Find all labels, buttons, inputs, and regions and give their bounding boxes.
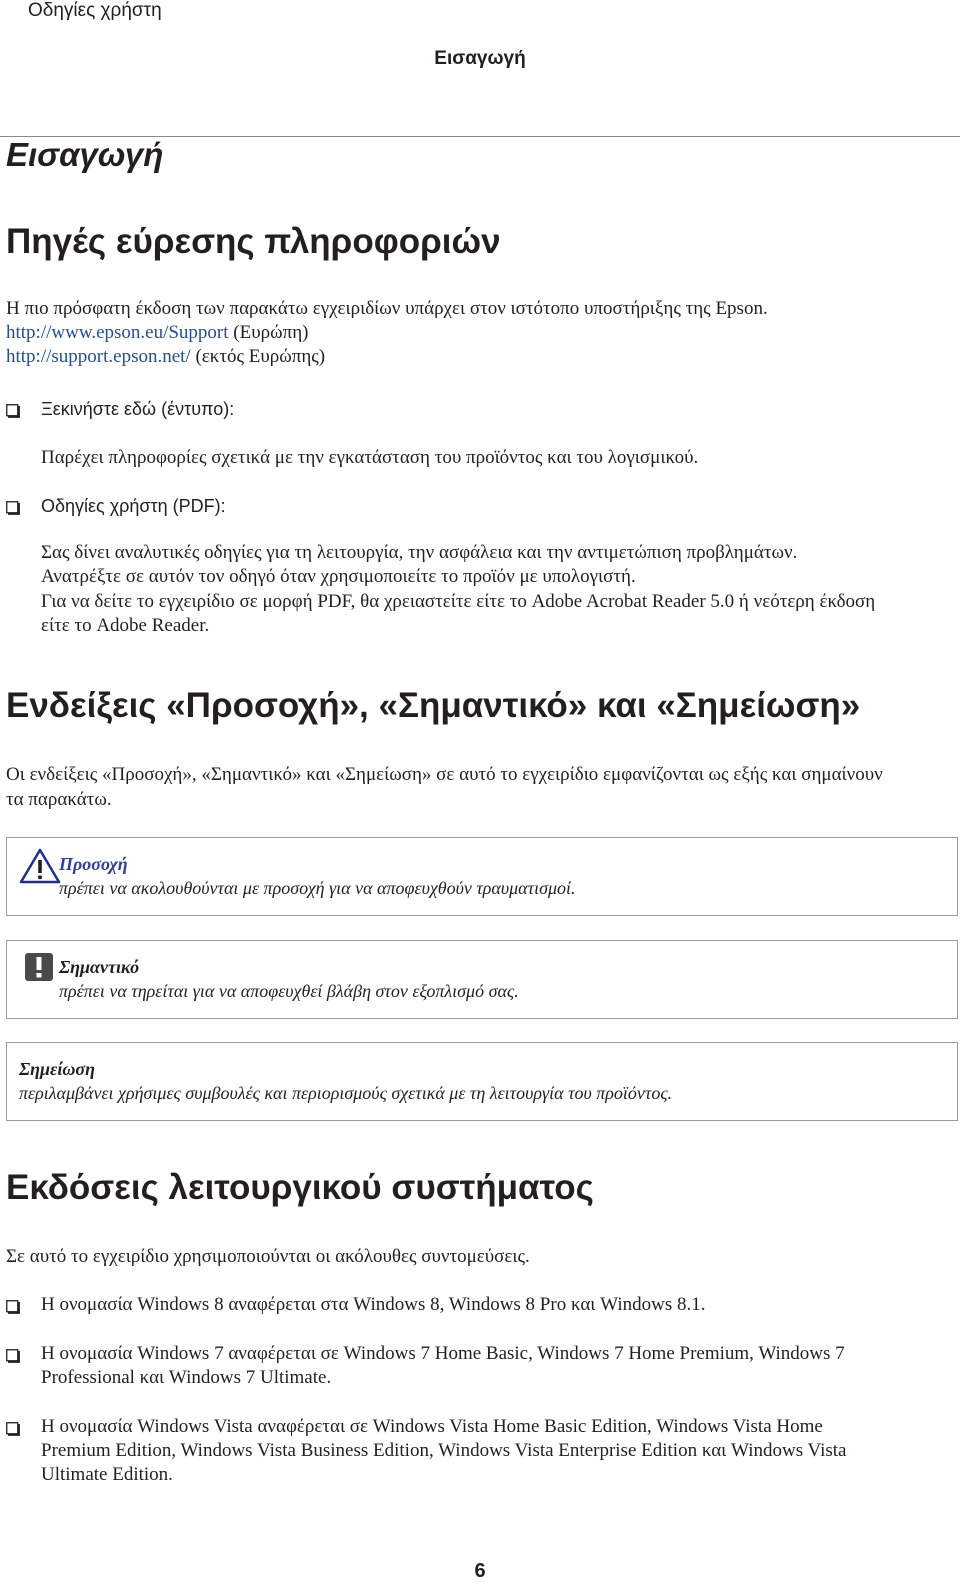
indications-intro-line: Οι ενδείξεις «Προσοχή», «Σημαντικό» και «Σημείωση» σε αυτό το εγχειρίδιο εμφανίζονται ως εξής και σημαίνουν — [6, 764, 883, 785]
caution-text: πρέπει να ακολουθούνται με προσοχή για να αποφευχθούν τραυματισμοί. — [59, 878, 576, 898]
caution-box — [6, 837, 958, 916]
important-title: Σημαντικό — [59, 957, 140, 977]
caution-title: Προσοχή — [59, 854, 128, 874]
os-item-line: Professional και Windows 7 Ultimate. — [41, 1367, 332, 1388]
indications-heading: Ενδείξεις «Προσοχή», «Σημαντικό» και «Σημείωση» — [6, 686, 861, 725]
section-header: Εισαγωγή — [434, 48, 526, 69]
manual-item-desc: Παρέχει πληροφορίες σχετικά με την εγκατάσταση του προϊόντος και του λογισμικού. — [41, 447, 699, 468]
exclamation-icon — [25, 953, 53, 986]
os-versions-intro: Σε αυτό το εγχειρίδιο χρησιμοποιούνται οι ακόλουθες συντομεύσεις. — [6, 1246, 530, 1267]
manual-item-title: Οδηγίες χρήστη (PDF): — [41, 496, 226, 516]
os-item-line: Η ονομασία Windows 7 αναφέρεται σε Windows 7 Home Basic, Windows 7 Home Premium, Windows 7 — [41, 1343, 845, 1364]
important-text: πρέπει να τηρείται για να αποφευχθεί βλάβη στον εξοπλισμό σας. — [59, 981, 519, 1001]
checkbox-icon — [6, 1300, 21, 1314]
manual-item-desc-line: Σας δίνει αναλυτικές οδηγίες για τη λειτουργία, την ασφάλεια και την αντιμετώπιση προβλημάτων. — [41, 542, 798, 563]
note-text: περιλαμβάνει χρήσιμες συμβουλές και περιορισμούς σχετικά με τη λειτουργία του προϊόντος. — [19, 1083, 673, 1103]
note-box — [6, 1042, 958, 1121]
epson-net-support-link[interactable]: http://support.epson.net/ — [6, 346, 191, 367]
note-title: Σημείωση — [19, 1059, 96, 1079]
manual-item-title: Ξεκινήστε εδώ (έντυπο): — [41, 399, 235, 419]
support-link-line-1 — [6, 321, 308, 346]
manual-item-desc-line: Για να δείτε το εγχειρίδιο σε μορφή PDF, θα χρειαστείτε είτε το Adobe Acrobat Reader 5.0 ή νεότερη έκδοση — [41, 591, 876, 612]
checkbox-icon — [6, 501, 21, 515]
support-link-line-2 — [6, 345, 325, 370]
link2-note: (εκτός Ευρώπης) — [190, 346, 326, 367]
manual-item-desc-line: Ανατρέξτε σε αυτόν τον οδηγό όταν χρησιμοποιείτε το προϊόν με υπολογιστή. — [41, 566, 636, 587]
os-item-line: Premium Edition, Windows Vista Business Edition, Windows Vista Enterprise Edition και Windows Vista — [41, 1440, 847, 1461]
checkbox-icon — [6, 1422, 21, 1436]
important-box — [6, 940, 958, 1019]
page-number: 6 — [474, 1560, 486, 1582]
warning-triangle-icon — [19, 848, 61, 889]
manual-item-desc-line: είτε το Adobe Reader. — [41, 615, 210, 636]
chapter-title: Εισαγωγή — [6, 136, 164, 173]
checkbox-icon — [6, 1349, 21, 1363]
os-item-line: Η ονομασία Windows Vista αναφέρεται σε Windows Vista Home Basic Edition, Windows Vista Home — [41, 1416, 823, 1437]
running-title: Οδηγίες χρήστη — [28, 0, 162, 21]
sources-heading: Πηγές εύρεσης πληροφοριών — [6, 222, 501, 261]
checkbox-icon — [6, 404, 21, 418]
sources-intro: Η πιο πρόσφατη έκδοση των παρακάτω εγχειριδίων υπάρχει στον ιστότοπο υποστήριξης της Epson. — [6, 298, 768, 319]
link1-note: (Ευρώπη) — [228, 322, 309, 343]
indications-intro-line: τα παρακάτω. — [6, 789, 112, 810]
os-item-line: Η ονομασία Windows 8 αναφέρεται στα Windows 8, Windows 8 Pro και Windows 8.1. — [41, 1294, 706, 1315]
os-versions-heading: Εκδόσεις λειτουργικού συστήματος — [6, 1168, 594, 1207]
os-item-line: Ultimate Edition. — [41, 1464, 173, 1485]
epson-eu-support-link[interactable]: http://www.epson.eu/Support — [6, 322, 229, 343]
